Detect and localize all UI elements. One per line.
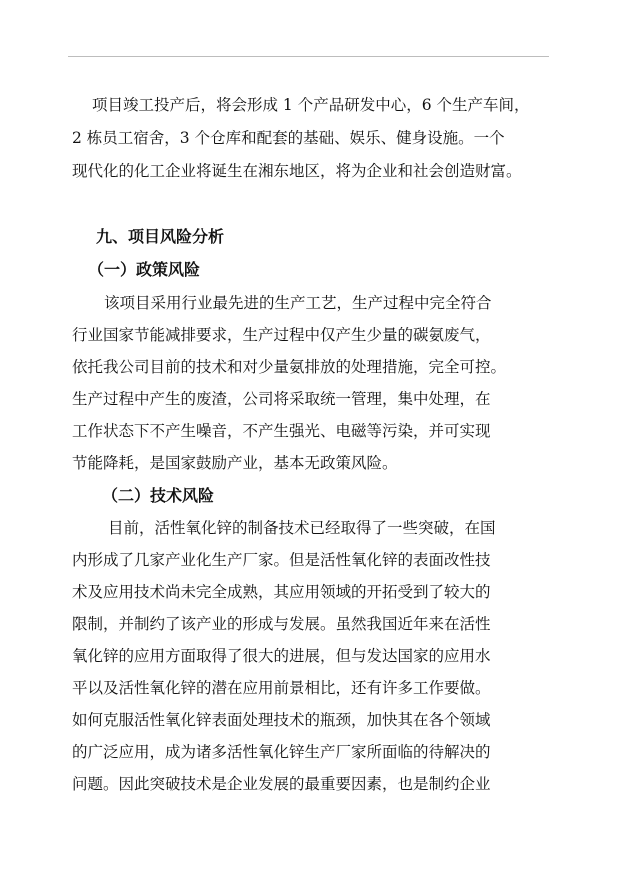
policy-line-4: 生产过程中产生的废渣，公司将采取统一管理，集中处理，在	[72, 390, 491, 408]
intro-line-3: 现代化的化工企业将诞生在湘东地区，将为企业和社会创造财富。	[72, 162, 522, 180]
tech-line-6: 平以及活性氧化锌的潜在应用前景相比，还有许多工作要做。	[72, 679, 491, 697]
policy-risk-heading: （一）政策风险	[88, 260, 201, 279]
intro-line-1: 项目竣工投产后，将会形成 1 个产品研发中心，6 个生产车间，	[92, 96, 530, 114]
header-rule	[68, 56, 549, 57]
policy-line-5: 工作状态下不产生噪音，不产生强光、电磁等污染，并可实现	[72, 422, 491, 440]
tech-line-2: 内形成了几家产业化生产厂家。但是活性氧化锌的表面改性技	[72, 551, 491, 569]
tech-line-8: 的广泛应用，成为诸多活性氧化锌生产厂家所面临的待解决的	[72, 743, 491, 761]
policy-line-3: 依托我公司目前的技术和对少量氨排放的处理措施，完全可控。	[72, 358, 507, 376]
tech-line-9: 问题。因此突破技术是企业发展的最重要因素，也是制约企业	[72, 775, 491, 793]
tech-line-1: 目前，活性氧化锌的制备技术已经取得了一些突破，在国	[108, 519, 496, 537]
tech-line-7: 如何克服活性氧化锌表面处理技术的瓶颈，加快其在各个领域	[72, 711, 491, 729]
tech-line-5: 氧化锌的应用方面取得了很大的进展，但与发达国家的应用水	[72, 647, 491, 665]
section-heading: 九、项目风险分析	[96, 227, 225, 246]
tech-line-4: 限制，并制约了该产业的形成与发展。虽然我国近年来在活性	[72, 615, 491, 633]
tech-risk-heading: （二）技术风险	[102, 486, 215, 505]
policy-line-1: 该项目采用行业最先进的生产工艺，生产过程中完全符合	[104, 294, 492, 312]
intro-line-2: 2 栋员工宿舍，3 个仓库和配套的基础、娱乐、健身设施。一个	[72, 129, 505, 147]
policy-line-2: 行业国家节能减排要求，生产过程中仅产生少量的碳氨废气，	[72, 326, 491, 344]
policy-line-6: 节能降耗，是国家鼓励产业，基本无政策风险。	[72, 454, 398, 472]
tech-line-3: 术及应用技术尚未完全成熟，其应用领域的开拓受到了较大的	[72, 583, 491, 601]
